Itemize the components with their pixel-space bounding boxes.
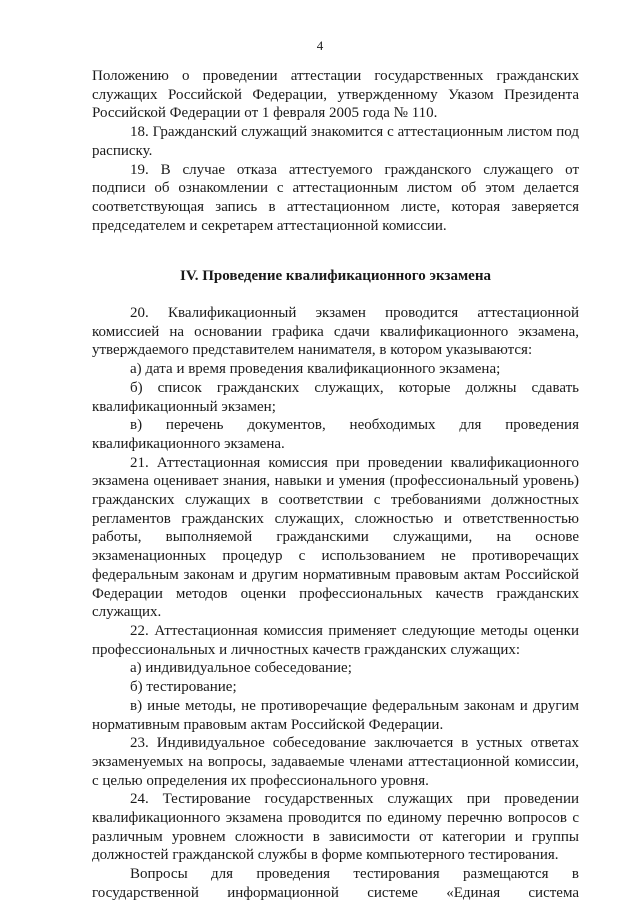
paragraph-21: 21. Аттестационная комиссия при проведении квалификационного экзамена оценивает знания, навыки и умения (профессиональный уровень) гражданских служащих в соответствии с требованиями должностных регламентов гражданских служащих, сложностью и ответственностью работы, выполняемой гражданскими служащими, на основе экзаменационных процедур с использованием не противоречащих федеральным законам и другим нормативным правовым актам Российской Федерации методов оценки профессиональных качеств гражданских служащих. (92, 454, 579, 621)
paragraph-19: 19. В случае отказа аттестуемого гражданского служащего от подписи об ознакомлении с аттестационным листом об этом делается соответствующая запись в аттестационном листе, которая заверяется председателем и секретарем аттестационной комиссии. (92, 161, 579, 234)
spacer (92, 235, 579, 267)
page-number: 4 (316, 38, 324, 53)
list-item-22b: б) тестирование; (130, 679, 237, 696)
paragraph-23: 23. Индивидуальное собеседование заключается в устных ответах экзаменуемых на вопросы, задаваемые членами аттестационной комиссии, с целью определения их профессионального уровня. (92, 735, 579, 789)
paragraph-24: 24. Тестирование государственных служащих при проведении квалификационного экзамена проводится по единому перечню вопросов с различным уровнем сложности в зависимости от категории и группы должностей гражданской службы в форме компьютерного тестирования. (92, 791, 579, 864)
list-item-22a: а) индивидуальное собеседование; (130, 660, 352, 677)
paragraph-22: 22. Аттестационная комиссия применяет следующие методы оценки профессиональных и личностных качеств гражданских служащих: (92, 622, 579, 658)
paragraph-20: 20. Квалификационный экзамен проводится аттестационной комиссией на основании графика сдачи квалификационного экзамена, утверждаемого представителем нанимателя, в котором указываются: (92, 305, 579, 359)
list-item-20c: в) перечень документов, необходимых для проведения квалификационного экзамена. (92, 417, 579, 452)
list-item-20a: а) дата и время проведения квалификационного экзамена; (130, 361, 501, 378)
section-heading: IV. Проведение квалификационного экзамена (180, 268, 491, 285)
paragraph-24-continued: Вопросы для проведения тестирования размещаются в государственной информационной системе «Единая система (92, 866, 579, 901)
paragraph-continuation: Положению о проведении аттестации государственных гражданских служащих Российской Федерации, утвержденному Указом Президента Российской Федерации от 1 февраля 2005 года № 110. (92, 68, 579, 122)
spacer (92, 286, 579, 304)
document-body (92, 67, 579, 903)
list-item-22c: в) иные методы, не противоречащие федеральным законам и другим нормативным правовым актам Российской Федерации. (92, 697, 579, 733)
list-item-20b: б) список гражданских служащих, которые должны сдавать квалификационный экзамен; (92, 379, 579, 415)
paragraph-18: 18. Гражданский служащий знакомится с аттестационным листом под расписку. (92, 124, 579, 159)
